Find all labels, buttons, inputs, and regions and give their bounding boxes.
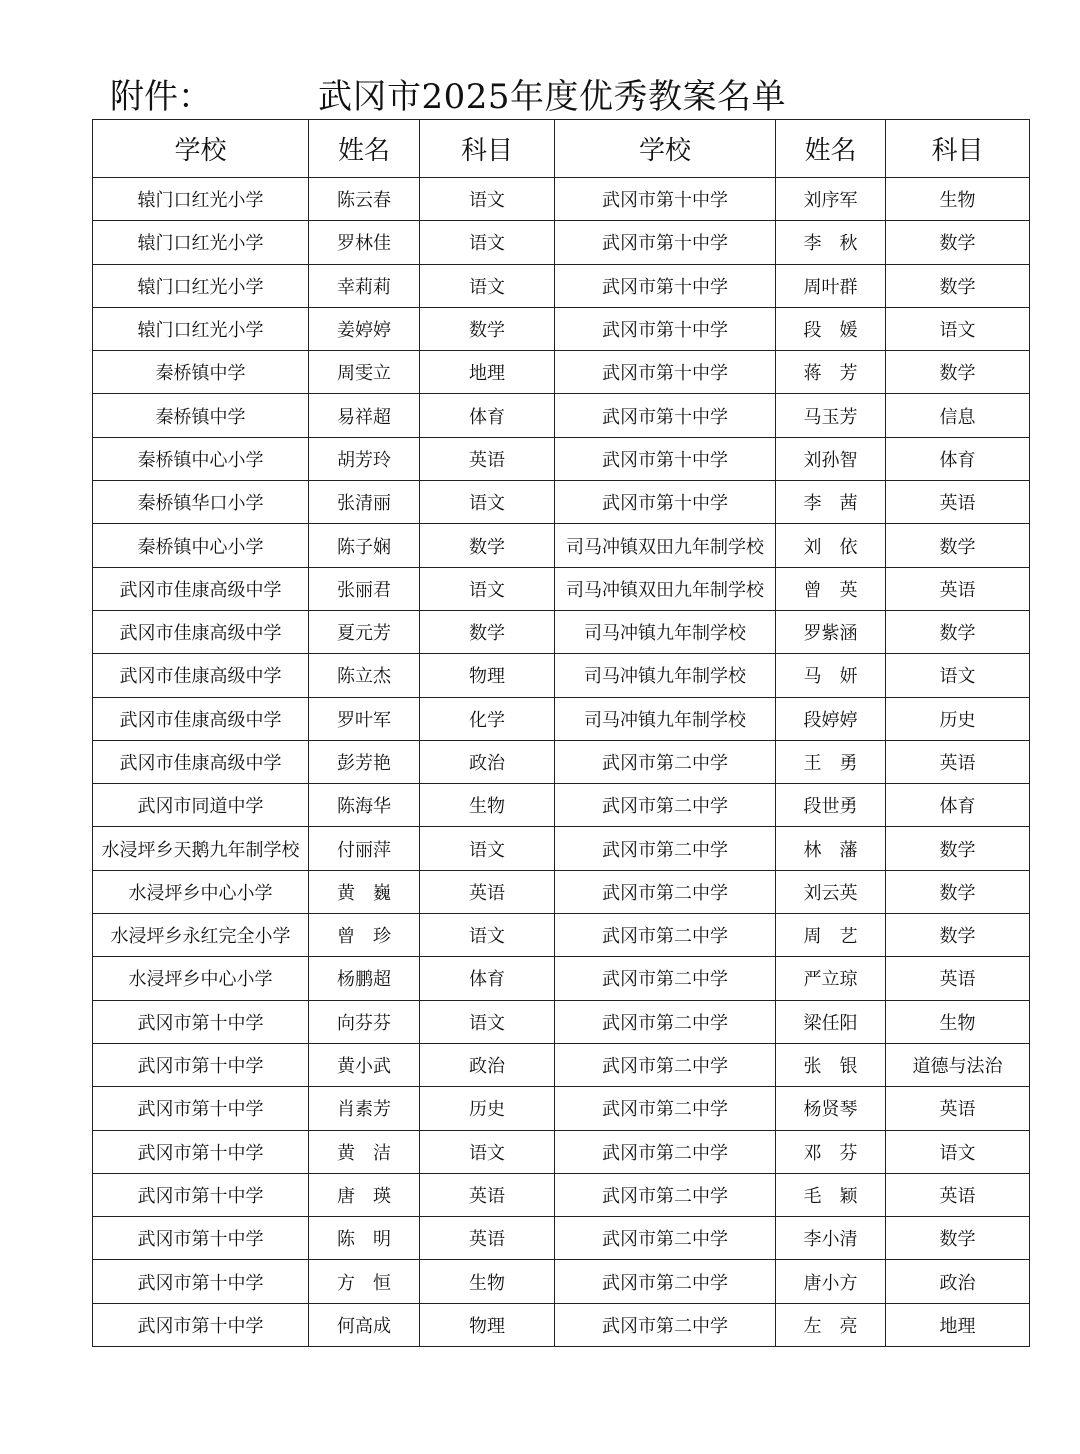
name-right-cell: 毛 颖 bbox=[776, 1173, 886, 1216]
name-left-cell: 曾 珍 bbox=[309, 914, 420, 957]
table-row bbox=[93, 1217, 1030, 1260]
name-left-cell: 陈海华 bbox=[309, 784, 420, 827]
name-right-cell: 刘 依 bbox=[776, 524, 886, 567]
column-header-subject-right: 科目 bbox=[886, 120, 1030, 178]
school-right-cell: 司马冲镇双田九年制学校 bbox=[555, 567, 776, 610]
subject-right-cell: 英语 bbox=[886, 481, 1030, 524]
subject-right-cell: 数学 bbox=[886, 870, 1030, 913]
subject-right-cell: 地理 bbox=[886, 1303, 1030, 1346]
name-left-cell: 方 恒 bbox=[309, 1260, 420, 1303]
school-right-cell: 武冈市第十中学 bbox=[555, 221, 776, 264]
subject-right-cell: 历史 bbox=[886, 697, 1030, 740]
table-row bbox=[93, 1087, 1030, 1130]
table-row bbox=[93, 957, 1030, 1000]
name-right-cell: 林 藩 bbox=[776, 827, 886, 870]
school-right-cell: 武冈市第二中学 bbox=[555, 1000, 776, 1043]
school-right-cell: 武冈市第二中学 bbox=[555, 957, 776, 1000]
subject-left-cell: 物理 bbox=[420, 654, 555, 697]
subject-left-cell: 政治 bbox=[420, 740, 555, 783]
table-row bbox=[93, 1043, 1030, 1086]
school-left-cell: 秦桥镇中学 bbox=[93, 351, 309, 394]
school-right-cell: 司马冲镇九年制学校 bbox=[555, 654, 776, 697]
name-left-cell: 黄 巍 bbox=[309, 870, 420, 913]
name-right-cell: 刘孙智 bbox=[776, 437, 886, 480]
subject-right-cell: 语文 bbox=[886, 307, 1030, 350]
school-left-cell: 秦桥镇中心小学 bbox=[93, 437, 309, 480]
table-row bbox=[93, 827, 1030, 870]
subject-left-cell: 数学 bbox=[420, 610, 555, 653]
subject-left-cell: 数学 bbox=[420, 524, 555, 567]
table-row bbox=[93, 1173, 1030, 1216]
name-left-cell: 姜婷婷 bbox=[309, 307, 420, 350]
subject-left-cell: 体育 bbox=[420, 957, 555, 1000]
name-left-cell: 罗叶军 bbox=[309, 697, 420, 740]
subject-right-cell: 数学 bbox=[886, 827, 1030, 870]
column-header-subject-left: 科目 bbox=[420, 120, 555, 178]
school-right-cell: 武冈市第二中学 bbox=[555, 914, 776, 957]
subject-left-cell: 地理 bbox=[420, 351, 555, 394]
subject-left-cell: 英语 bbox=[420, 437, 555, 480]
table-row bbox=[93, 697, 1030, 740]
subject-right-cell: 英语 bbox=[886, 1087, 1030, 1130]
subject-right-cell: 英语 bbox=[886, 740, 1030, 783]
name-right-cell: 蒋 芳 bbox=[776, 351, 886, 394]
school-left-cell: 武冈市第十中学 bbox=[93, 1043, 309, 1086]
column-header-name-right: 姓名 bbox=[776, 120, 886, 178]
subject-left-cell: 语文 bbox=[420, 567, 555, 610]
subject-right-cell: 信息 bbox=[886, 394, 1030, 437]
name-right-cell: 段世勇 bbox=[776, 784, 886, 827]
school-left-cell: 武冈市佳康高级中学 bbox=[93, 697, 309, 740]
subject-left-cell: 英语 bbox=[420, 870, 555, 913]
school-left-cell: 秦桥镇华口小学 bbox=[93, 481, 309, 524]
name-left-cell: 张丽君 bbox=[309, 567, 420, 610]
subject-left-cell: 语文 bbox=[420, 264, 555, 307]
school-right-cell: 武冈市第二中学 bbox=[555, 740, 776, 783]
subject-left-cell: 英语 bbox=[420, 1173, 555, 1216]
name-left-cell: 陈立杰 bbox=[309, 654, 420, 697]
school-right-cell: 武冈市第十中学 bbox=[555, 264, 776, 307]
table-row bbox=[93, 914, 1030, 957]
school-right-cell: 武冈市第十中学 bbox=[555, 307, 776, 350]
school-right-cell: 司马冲镇九年制学校 bbox=[555, 697, 776, 740]
table-row bbox=[93, 437, 1030, 480]
table-row bbox=[93, 654, 1030, 697]
subject-left-cell: 语文 bbox=[420, 481, 555, 524]
name-left-cell: 付丽萍 bbox=[309, 827, 420, 870]
school-left-cell: 武冈市第十中学 bbox=[93, 1130, 309, 1173]
school-left-cell: 武冈市第十中学 bbox=[93, 1303, 309, 1346]
subject-right-cell: 数学 bbox=[886, 264, 1030, 307]
subject-right-cell: 生物 bbox=[886, 178, 1030, 221]
name-right-cell: 段 媛 bbox=[776, 307, 886, 350]
subject-right-cell: 数学 bbox=[886, 1217, 1030, 1260]
school-right-cell: 司马冲镇九年制学校 bbox=[555, 610, 776, 653]
school-left-cell: 武冈市第十中学 bbox=[93, 1217, 309, 1260]
name-right-cell: 杨贤琴 bbox=[776, 1087, 886, 1130]
school-left-cell: 武冈市第十中学 bbox=[93, 1087, 309, 1130]
name-left-cell: 肖素芳 bbox=[309, 1087, 420, 1130]
subject-right-cell: 数学 bbox=[886, 221, 1030, 264]
name-left-cell: 胡芳玲 bbox=[309, 437, 420, 480]
subject-left-cell: 语文 bbox=[420, 914, 555, 957]
school-right-cell: 武冈市第十中学 bbox=[555, 394, 776, 437]
name-left-cell: 黄 洁 bbox=[309, 1130, 420, 1173]
subject-left-cell: 英语 bbox=[420, 1217, 555, 1260]
subject-right-cell: 数学 bbox=[886, 351, 1030, 394]
table-row bbox=[93, 1260, 1030, 1303]
page-title: 武冈市2025年度优秀教案名单 bbox=[318, 77, 787, 117]
table-row bbox=[93, 1130, 1030, 1173]
school-left-cell: 武冈市佳康高级中学 bbox=[93, 654, 309, 697]
subject-right-cell: 语文 bbox=[886, 654, 1030, 697]
subject-left-cell: 化学 bbox=[420, 697, 555, 740]
name-right-cell: 梁任阳 bbox=[776, 1000, 886, 1043]
table-row bbox=[93, 1000, 1030, 1043]
subject-right-cell: 道德与法治 bbox=[886, 1043, 1030, 1086]
school-right-cell: 武冈市第二中学 bbox=[555, 1043, 776, 1086]
subject-right-cell: 数学 bbox=[886, 610, 1030, 653]
column-header-school-right: 学校 bbox=[555, 120, 776, 178]
name-right-cell: 刘序军 bbox=[776, 178, 886, 221]
school-left-cell: 秦桥镇中心小学 bbox=[93, 524, 309, 567]
name-left-cell: 罗林佳 bbox=[309, 221, 420, 264]
school-left-cell: 武冈市同道中学 bbox=[93, 784, 309, 827]
name-right-cell: 罗紫涵 bbox=[776, 610, 886, 653]
subject-right-cell: 生物 bbox=[886, 1000, 1030, 1043]
name-left-cell: 向芬芬 bbox=[309, 1000, 420, 1043]
name-left-cell: 杨鹏超 bbox=[309, 957, 420, 1000]
name-right-cell: 李 秋 bbox=[776, 221, 886, 264]
name-left-cell: 唐 瑛 bbox=[309, 1173, 420, 1216]
name-left-cell: 夏元芳 bbox=[309, 610, 420, 653]
school-left-cell: 辕门口红光小学 bbox=[93, 178, 309, 221]
school-right-cell: 武冈市第二中学 bbox=[555, 1087, 776, 1130]
table-row bbox=[93, 870, 1030, 913]
school-right-cell: 武冈市第二中学 bbox=[555, 1303, 776, 1346]
subject-left-cell: 语文 bbox=[420, 1000, 555, 1043]
table-row bbox=[93, 740, 1030, 783]
subject-left-cell: 语文 bbox=[420, 178, 555, 221]
name-right-cell: 曾 英 bbox=[776, 567, 886, 610]
table-row bbox=[93, 221, 1030, 264]
school-left-cell: 武冈市佳康高级中学 bbox=[93, 567, 309, 610]
school-right-cell: 武冈市第二中学 bbox=[555, 1260, 776, 1303]
school-right-cell: 武冈市第二中学 bbox=[555, 1173, 776, 1216]
school-right-cell: 武冈市第二中学 bbox=[555, 784, 776, 827]
school-left-cell: 秦桥镇中学 bbox=[93, 394, 309, 437]
name-left-cell: 陈子娴 bbox=[309, 524, 420, 567]
subject-left-cell: 语文 bbox=[420, 221, 555, 264]
subject-right-cell: 英语 bbox=[886, 567, 1030, 610]
table-row bbox=[93, 610, 1030, 653]
subject-right-cell: 英语 bbox=[886, 1173, 1030, 1216]
table-body bbox=[93, 178, 1030, 1347]
name-right-cell: 马玉芳 bbox=[776, 394, 886, 437]
name-left-cell: 陈 明 bbox=[309, 1217, 420, 1260]
school-right-cell: 武冈市第十中学 bbox=[555, 481, 776, 524]
column-header-school-left: 学校 bbox=[93, 120, 309, 178]
name-right-cell: 李 茜 bbox=[776, 481, 886, 524]
school-left-cell: 武冈市第十中学 bbox=[93, 1173, 309, 1216]
table-row bbox=[93, 524, 1030, 567]
subject-left-cell: 历史 bbox=[420, 1087, 555, 1130]
table-row bbox=[93, 784, 1030, 827]
school-left-cell: 辕门口红光小学 bbox=[93, 221, 309, 264]
name-right-cell: 马 妍 bbox=[776, 654, 886, 697]
table-row bbox=[93, 567, 1030, 610]
column-header-name-left: 姓名 bbox=[309, 120, 420, 178]
name-right-cell: 严立琼 bbox=[776, 957, 886, 1000]
subject-left-cell: 生物 bbox=[420, 1260, 555, 1303]
school-left-cell: 武冈市第十中学 bbox=[93, 1000, 309, 1043]
name-left-cell: 陈云春 bbox=[309, 178, 420, 221]
school-left-cell: 水浸坪乡中心小学 bbox=[93, 870, 309, 913]
name-right-cell: 周 艺 bbox=[776, 914, 886, 957]
school-right-cell: 武冈市第二中学 bbox=[555, 1130, 776, 1173]
table-header bbox=[93, 120, 1030, 178]
name-right-cell: 刘云英 bbox=[776, 870, 886, 913]
subject-right-cell: 体育 bbox=[886, 437, 1030, 480]
table-row bbox=[93, 1303, 1030, 1346]
name-left-cell: 周雯立 bbox=[309, 351, 420, 394]
table-row bbox=[93, 264, 1030, 307]
table-row bbox=[93, 481, 1030, 524]
table-row bbox=[93, 178, 1030, 221]
subject-left-cell: 物理 bbox=[420, 1303, 555, 1346]
school-left-cell: 水浸坪乡永红完全小学 bbox=[93, 914, 309, 957]
table-row bbox=[93, 307, 1030, 350]
name-left-cell: 彭芳艳 bbox=[309, 740, 420, 783]
name-left-cell: 易祥超 bbox=[309, 394, 420, 437]
school-left-cell: 辕门口红光小学 bbox=[93, 307, 309, 350]
table-row bbox=[93, 394, 1030, 437]
subject-left-cell: 生物 bbox=[420, 784, 555, 827]
name-right-cell: 唐小方 bbox=[776, 1260, 886, 1303]
school-left-cell: 水浸坪乡天鹅九年制学校 bbox=[93, 827, 309, 870]
school-right-cell: 武冈市第十中学 bbox=[555, 437, 776, 480]
school-left-cell: 武冈市佳康高级中学 bbox=[93, 740, 309, 783]
name-left-cell: 张清丽 bbox=[309, 481, 420, 524]
school-left-cell: 辕门口红光小学 bbox=[93, 264, 309, 307]
school-left-cell: 武冈市佳康高级中学 bbox=[93, 610, 309, 653]
teacher-roster-table bbox=[92, 119, 1030, 1347]
school-right-cell: 武冈市第十中学 bbox=[555, 351, 776, 394]
name-left-cell: 幸莉莉 bbox=[309, 264, 420, 307]
subject-right-cell: 语文 bbox=[886, 1130, 1030, 1173]
subject-right-cell: 体育 bbox=[886, 784, 1030, 827]
attachment-label: 附件： bbox=[110, 77, 212, 117]
subject-left-cell: 语文 bbox=[420, 1130, 555, 1173]
table-row bbox=[93, 351, 1030, 394]
subject-right-cell: 数学 bbox=[886, 524, 1030, 567]
subject-left-cell: 语文 bbox=[420, 827, 555, 870]
subject-left-cell: 政治 bbox=[420, 1043, 555, 1086]
school-right-cell: 司马冲镇双田九年制学校 bbox=[555, 524, 776, 567]
school-right-cell: 武冈市第二中学 bbox=[555, 1217, 776, 1260]
name-right-cell: 左 亮 bbox=[776, 1303, 886, 1346]
header-row bbox=[93, 120, 1030, 178]
name-left-cell: 何高成 bbox=[309, 1303, 420, 1346]
name-right-cell: 李小清 bbox=[776, 1217, 886, 1260]
subject-left-cell: 数学 bbox=[420, 307, 555, 350]
name-right-cell: 王 勇 bbox=[776, 740, 886, 783]
school-left-cell: 武冈市第十中学 bbox=[93, 1260, 309, 1303]
school-right-cell: 武冈市第二中学 bbox=[555, 827, 776, 870]
name-right-cell: 邓 芬 bbox=[776, 1130, 886, 1173]
name-right-cell: 段婷婷 bbox=[776, 697, 886, 740]
school-right-cell: 武冈市第十中学 bbox=[555, 178, 776, 221]
name-right-cell: 张 银 bbox=[776, 1043, 886, 1086]
subject-right-cell: 英语 bbox=[886, 957, 1030, 1000]
school-right-cell: 武冈市第二中学 bbox=[555, 870, 776, 913]
name-right-cell: 周叶群 bbox=[776, 264, 886, 307]
subject-left-cell: 体育 bbox=[420, 394, 555, 437]
name-left-cell: 黄小武 bbox=[309, 1043, 420, 1086]
school-left-cell: 水浸坪乡中心小学 bbox=[93, 957, 309, 1000]
subject-right-cell: 政治 bbox=[886, 1260, 1030, 1303]
subject-right-cell: 数学 bbox=[886, 914, 1030, 957]
